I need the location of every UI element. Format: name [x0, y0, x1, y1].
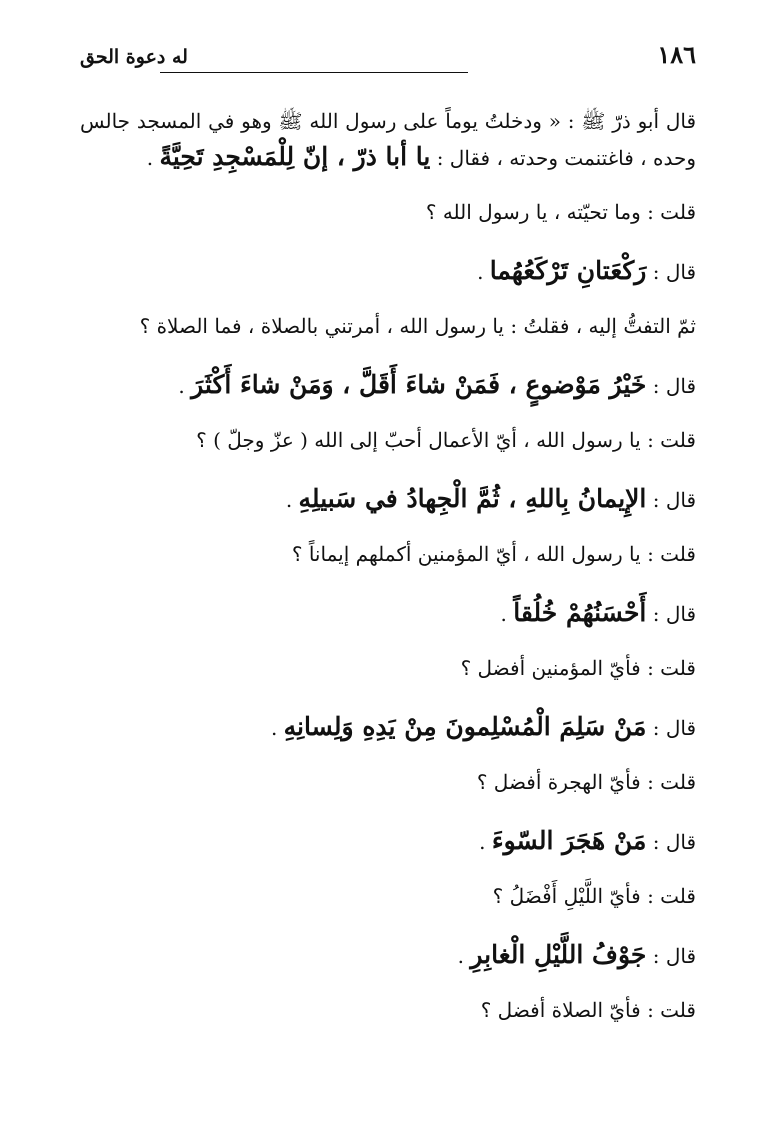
answer-quote: مَنْ هَجَرَ السّوءَ — [491, 826, 647, 855]
answer-suffix: . — [270, 716, 284, 740]
answer-line — [80, 589, 696, 646]
question-line: قلت : فأيّ الهجرة أفضل ؟ — [476, 770, 696, 794]
answer-prefix: قال : — [646, 374, 696, 398]
answer-suffix: . — [477, 260, 490, 284]
answer-quote: مَنْ سَلِمَ الْمُسْلِمونَ مِنْ يَدِهِ وَلِسانِهِ — [283, 712, 647, 741]
answer-prefix: قال : — [646, 716, 696, 740]
header-rule — [160, 72, 468, 73]
answer-quote: جَوْفُ اللَّيْلِ الْغابِرِ — [470, 940, 647, 969]
intro-end: . — [146, 146, 160, 170]
page-body — [80, 104, 696, 1045]
answer-suffix: . — [178, 374, 192, 398]
answer-prefix: قال : — [646, 260, 696, 284]
intro-paragraph — [80, 104, 696, 176]
answer-quote: خَيْرُ مَوْضوعٍ ، فَمَنْ شاءَ أَقَلَّ ، وَمَنْ شاءَ أَكْثَرَ — [191, 370, 647, 399]
answer-prefix: قال : — [646, 488, 696, 512]
dialogue — [80, 190, 696, 1045]
page-number: ١٨٦ — [657, 40, 696, 69]
answer-suffix: . — [457, 944, 471, 968]
answer-suffix: . — [479, 830, 492, 854]
answer-line — [80, 475, 696, 532]
answer-line — [80, 361, 696, 418]
answer-suffix: . — [285, 488, 299, 512]
answer-quote: رَكْعَتانِ تَرْكَعُهُما — [489, 256, 647, 285]
answer-line — [80, 247, 696, 304]
answer-prefix: قال : — [646, 830, 696, 854]
answer-quote: أَحْسَنُهُمْ خُلُقاً — [513, 598, 647, 627]
answer-line — [80, 703, 696, 760]
intro-quote: يا أبا ذرّ ، إنّ لِلْمَسْجِدِ تَحِيَّةً — [159, 142, 431, 171]
answer-line — [80, 931, 696, 988]
question-line: قلت : فأيّ المؤمنين أفضل ؟ — [460, 656, 696, 680]
answer-line — [80, 817, 696, 874]
page-header — [80, 34, 696, 74]
answer-quote: الإِيمانُ بِاللهِ ، ثُمَّ الْجِهادُ في سَبيلِهِ — [298, 484, 647, 513]
question-line: ثمّ التفتُّ إليه ، فقلتُ : يا رسول الله ، أمرتني بالصلاة ، فما الصلاة ؟ — [139, 314, 696, 338]
question-line: قلت : فأيّ الصلاة أفضل ؟ — [480, 998, 696, 1022]
answer-prefix: قال : — [646, 602, 696, 626]
answer-suffix: . — [500, 602, 514, 626]
question-line: قلت : وما تحيّته ، يا رسول الله ؟ — [425, 200, 696, 224]
question-line: قلت : يا رسول الله ، أيّ المؤمنين أكملهم إيماناً ؟ — [291, 542, 696, 566]
question-line: قلت : يا رسول الله ، أيّ الأعمال أحبّ إلى الله ( عزّ وجلّ ) ؟ — [196, 428, 696, 452]
intro-text: قال أبو ذرّ ﷺ : « ودخلتُ يوماً على رسول الله ﷺ وهو في المسجد جالس وحده ، فاغتنمت وحدته ، فقال : — [80, 109, 697, 170]
spacer — [80, 176, 696, 190]
question-line: قلت : فأيّ اللَّيْلِ أَفْضَلُ ؟ — [492, 884, 696, 908]
answer-prefix: قال : — [646, 944, 696, 968]
running-title: له دعوة الحق — [80, 46, 188, 68]
